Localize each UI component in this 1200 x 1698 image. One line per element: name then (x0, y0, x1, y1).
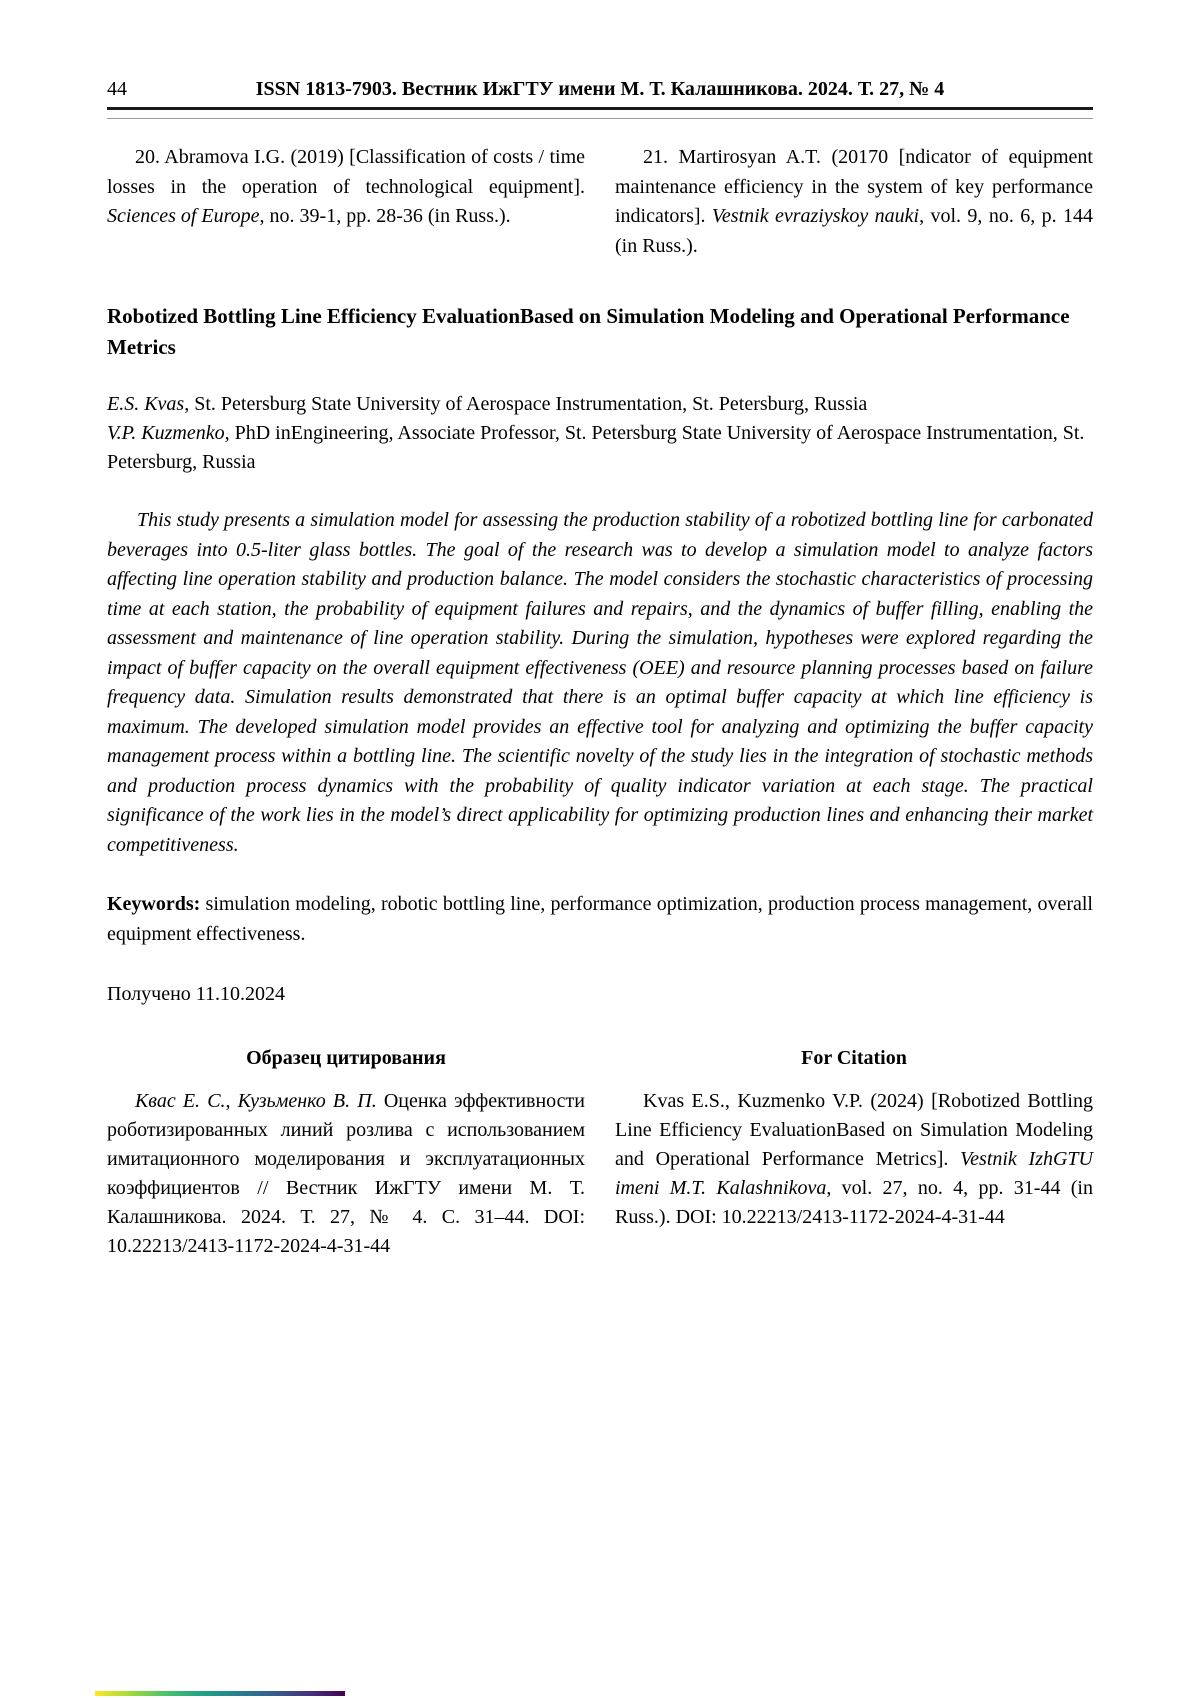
running-head (107, 78, 1093, 100)
citation-section (107, 1047, 1093, 1261)
references-left-column (107, 143, 585, 261)
author-line-2: V.P. Kuzmenko, PhD inEngineering, Associate Professor, St. Petersburg State University of Aerospace Instrumentation, St. Petersburg, Russia (107, 422, 1085, 473)
received-date: Получено 11.10.2024 (107, 983, 286, 1005)
authors-block (107, 390, 1093, 477)
page-number: 44 (107, 78, 127, 100)
author-line-1: E.S. Kvas, St. Petersburg State University of Aerospace Instrumentation, St. Petersburg, Russia (107, 393, 868, 415)
reference-item-21: 21. Martirosyan A.T. (20170 [ndicator of equipment maintenance efficiency in the system of key performance indicators]. Vestnik evraziyskoy nauki, vol. 9, no. 6, p. 144 (in Russ.). (615, 146, 1094, 257)
citation-left-column (107, 1047, 585, 1261)
citation-text-en: Kvas E.S., Kuzmenko V.P. (2024) [Robotized Bottling Line Efficiency EvaluationBased on Simulation Modeling and Operational Performance Metrics]. Vestnik IzhGTU imeni M.T. Kalashnikova, vol. 27, no. 4, pp. 31-44 (in Russ.). DOI: 10.22213/2413-1172-2024-4-31-44 (615, 1090, 1093, 1228)
citation-text-ru: Квас Е. С., Кузьменко В. П. Оценка эффективности роботизированных линий розлива с использованием имитационного моделирования и эксплуатационных коэффициентов // Вестник ИжГТУ имени М. Т. Калашникова. 2024. Т. 27, № 4. С. 31–44. DOI: 10.22213/2413-1172-2024-4-31-44 (107, 1090, 585, 1257)
color-calibration-strip (95, 1691, 345, 1696)
citation-heading-en: For Citation (801, 1047, 907, 1069)
references-section (107, 143, 1093, 261)
keywords-paragraph (107, 889, 1093, 949)
citation-right-column (615, 1047, 1093, 1261)
keywords-text: simulation modeling, robotic bottling line, performance optimization, production process management, overall equipment effectiveness. (107, 893, 1093, 945)
header-rule-thin (107, 118, 1093, 119)
citation-heading-ru: Образец цитирования (246, 1047, 446, 1069)
reference-item-20: 20. Abramova I.G. (2019) [Classification of costs / time losses in the operation of technological equipment]. Sciences of Europe, no. 39-1, pp. 28-36 (in Russ.). (107, 146, 585, 227)
references-right-column (615, 143, 1093, 261)
page-content (107, 78, 1093, 1261)
abstract-text: This study presents a simulation model for assessing the production stability of a robotized bottling line for carbonated beverages into 0.5-liter glass bottles. The goal of the research was to develop a simulation model to analyze factors affecting line operation stability and production balance. The model considers the stochastic characteristics of processing time at each station, the probability of equipment failures and repairs, and the dynamics of buffer filling, enabling the assessment and maintenance of line operation stability. During the simulation, hypotheses were explored regarding the impact of buffer capacity on the overall equipment effectiveness (OEE) and resource planning processes based on failure frequency data. Simulation results demonstrated that there is an optimal buffer capacity at which line efficiency is maximum. The developed simulation model provides an effective tool for analyzing and optimizing the buffer capacity management process within a bottling line. The scientific novelty of the study lies in the integration of stochastic methods and production process dynamics with the probability of quality indicator variation at each stage. The practical significance of the work lies in the model’s direct applicability for optimizing production lines and enhancing their market competitiveness. (107, 509, 1093, 856)
journal-running-title: ISSN 1813-7903. Вестник ИжГТУ имени М. Т. Калашникова. 2024. Т. 27, № 4 (255, 78, 945, 100)
article-title: Robotized Bottling Line Efficiency EvaluationBased on Simulation Modeling and Operational Performance Metrics (107, 304, 1070, 359)
header-rule-thick (107, 107, 1093, 110)
keywords-label: Keywords: (107, 893, 201, 915)
